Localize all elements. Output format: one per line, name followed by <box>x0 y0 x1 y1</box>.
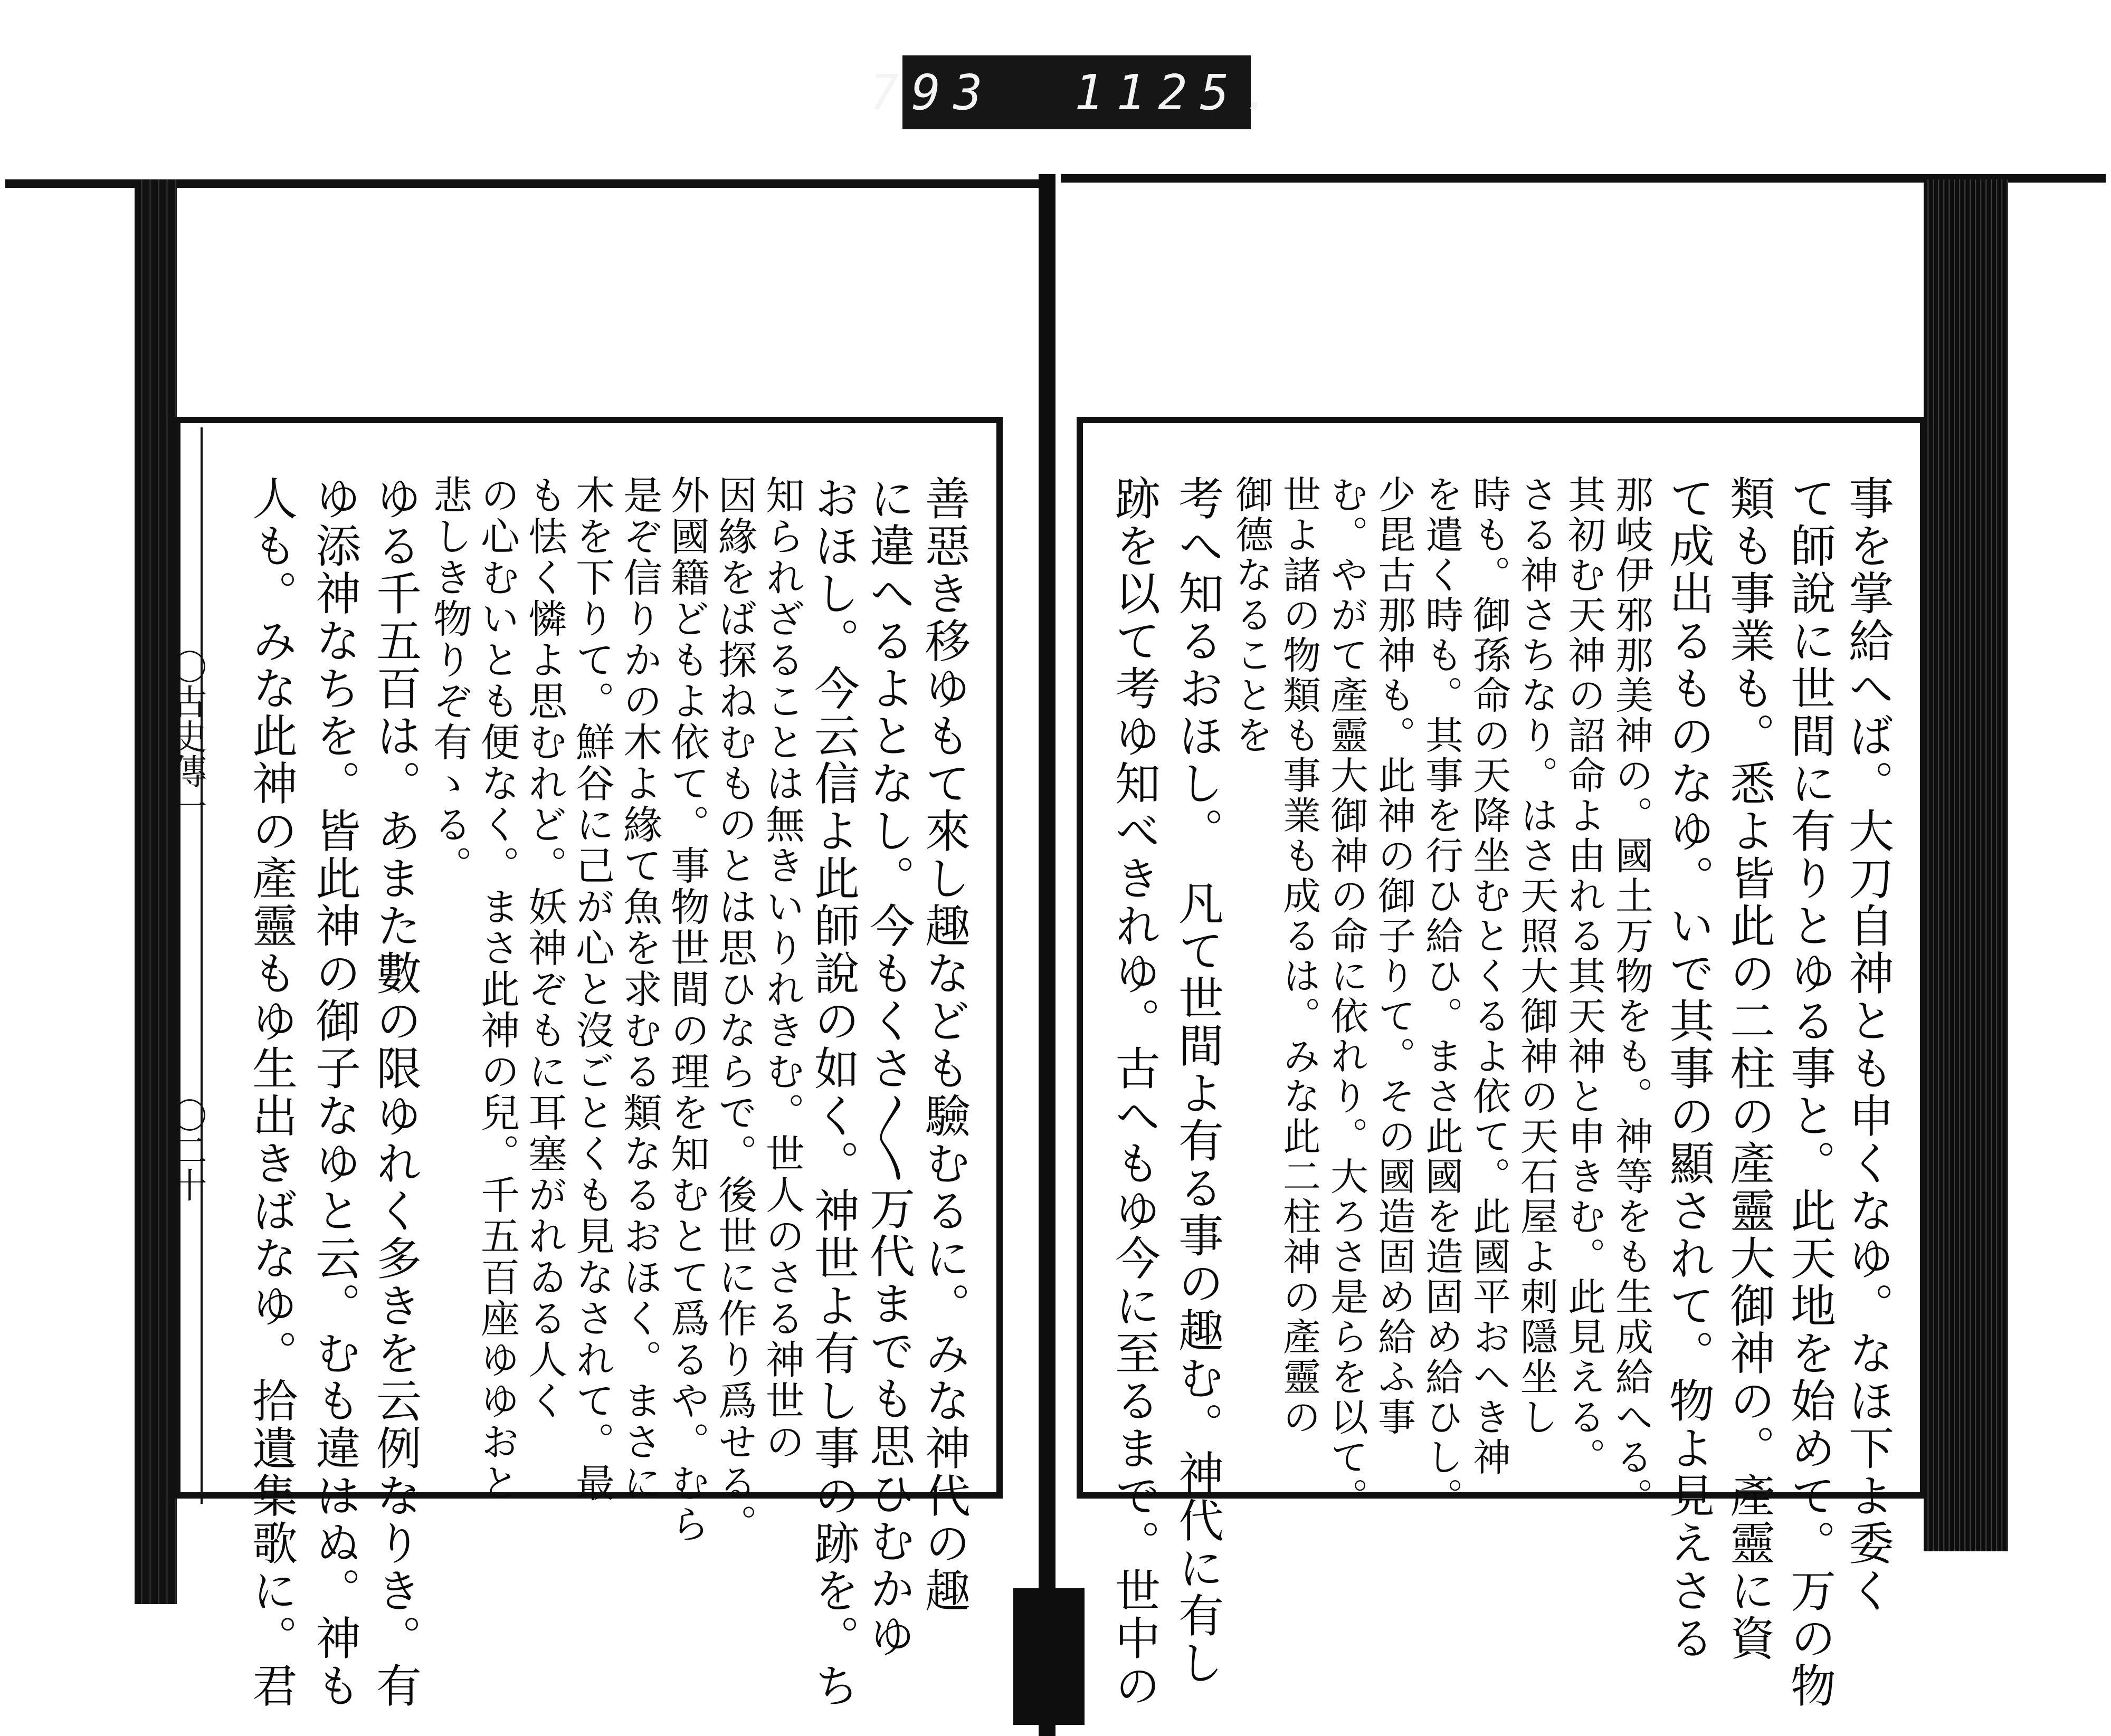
text-column: 知られざることは無きいりれきむ。世人のさる神世の <box>759 475 805 1463</box>
text-column: む。やがて產靈大御神の命に依れり。大ろさ是らを以て。 <box>1324 475 1368 1518</box>
text-column: 木を下りて。鮮谷に己が心と沒ごとくも見なされて。最 <box>569 475 615 1504</box>
call-number-right: 1125. <box>1074 64 1284 121</box>
text-column: 因緣をば探ねむものとは思ひならで。後世に作り爲せる。 <box>712 475 757 1545</box>
text-column: 御德なることを <box>1229 475 1273 756</box>
text-column: 類も事業も。悉よ皆此の二柱の產靈大御神の。產靈に資 <box>1722 475 1775 1662</box>
text-column: に違へるよとなし。今もくさ〳〵万代までも思ひむかゆ <box>862 475 915 1660</box>
text-column: を遣く時も。其事を行ひ給ひ。まさ此國を造固め給ひし。 <box>1419 475 1463 1518</box>
left-page-outer-rule <box>168 417 174 1499</box>
call-number-label <box>869 55 1284 129</box>
text-column: ゆる千五百は。あまた數の限ゆれく多きを云例なりき。有 <box>368 475 421 1710</box>
running-head: 〇古史傳一 <box>166 649 207 823</box>
call-number-left: 793 <box>869 64 995 121</box>
text-column: 那岐伊邪那美神の。國土万物をも。神等をも生成給へる。 <box>1609 475 1653 1518</box>
text-column: 是ぞ信りかの木よ緣て魚を求むる類なるおほく。まさに <box>617 475 662 1504</box>
text-column: の心むいとも便なく。まさ此神の兒。千五百座ゆゆおと <box>474 475 520 1504</box>
text-column: 世よ諸の物類も事業も成るは。みな此二柱神の產靈の <box>1277 475 1321 1437</box>
book-gutter <box>1039 174 1056 1736</box>
text-column: て成出るものなゆ。いで其事の顯されて。物よ見えさる <box>1661 475 1714 1662</box>
text-column: て師說に世間に有りとゆる事と。此天地を始めて。万の物 <box>1783 475 1836 1710</box>
text-column: 人も。みな此神の產靈もゆ生出きばなゆ。拾遺集歌に。君 <box>244 475 297 1710</box>
text-column: 跡を以て考ゆ知べきれゆ。古へもゆ今に至るまで。世中の <box>1107 475 1160 1710</box>
text-column: 事を掌給へば。大刀自神とも申くなゆ。なほ下よ委く <box>1841 475 1894 1615</box>
text-column: おほし。今云信よ此師說の如く。神世よ有し事の跡を。ち <box>806 475 859 1710</box>
folio-number: 〇二十 <box>166 1098 207 1202</box>
book-stand <box>1013 1588 1085 1725</box>
text-column: さる神さちなり。はさ天照大御神の天石屋よ刺隱坐し <box>1514 475 1558 1437</box>
text-column: 善惡き移ゆもて來し趣なども驗むるに。みな神代の趣 <box>917 475 970 1615</box>
text-column: ゆ添神なちを。皆此神の御子なゆと云。むも違はぬ。神も <box>308 475 360 1710</box>
text-column: 其初む天神の詔命よ由れる其天神と申きむ。此見える。 <box>1562 475 1606 1477</box>
text-column: 悲しき物りぞ有ゝる。 <box>427 475 472 886</box>
text-column: も怯く憐よ思むれど。妖神ぞもに耳塞がれゐる人く <box>522 475 567 1422</box>
book-fore-edge <box>1924 179 2008 1551</box>
text-column: 外國籍どもよ依て。事物世間の理を知むとて爲るや。むら <box>664 475 710 1545</box>
text-column: 少毘古那神も。此神の御子りて。その國造固め給ふ事 <box>1372 475 1416 1437</box>
text-column: 考へ知るおほし。 凡て世間よ有る事の趣む。神代に有し <box>1171 475 1223 1687</box>
text-column: 時も。御孫命の天降坐むとくるよ依て。此國平おへき神 <box>1467 475 1511 1477</box>
left-margin-rule <box>201 427 203 1504</box>
